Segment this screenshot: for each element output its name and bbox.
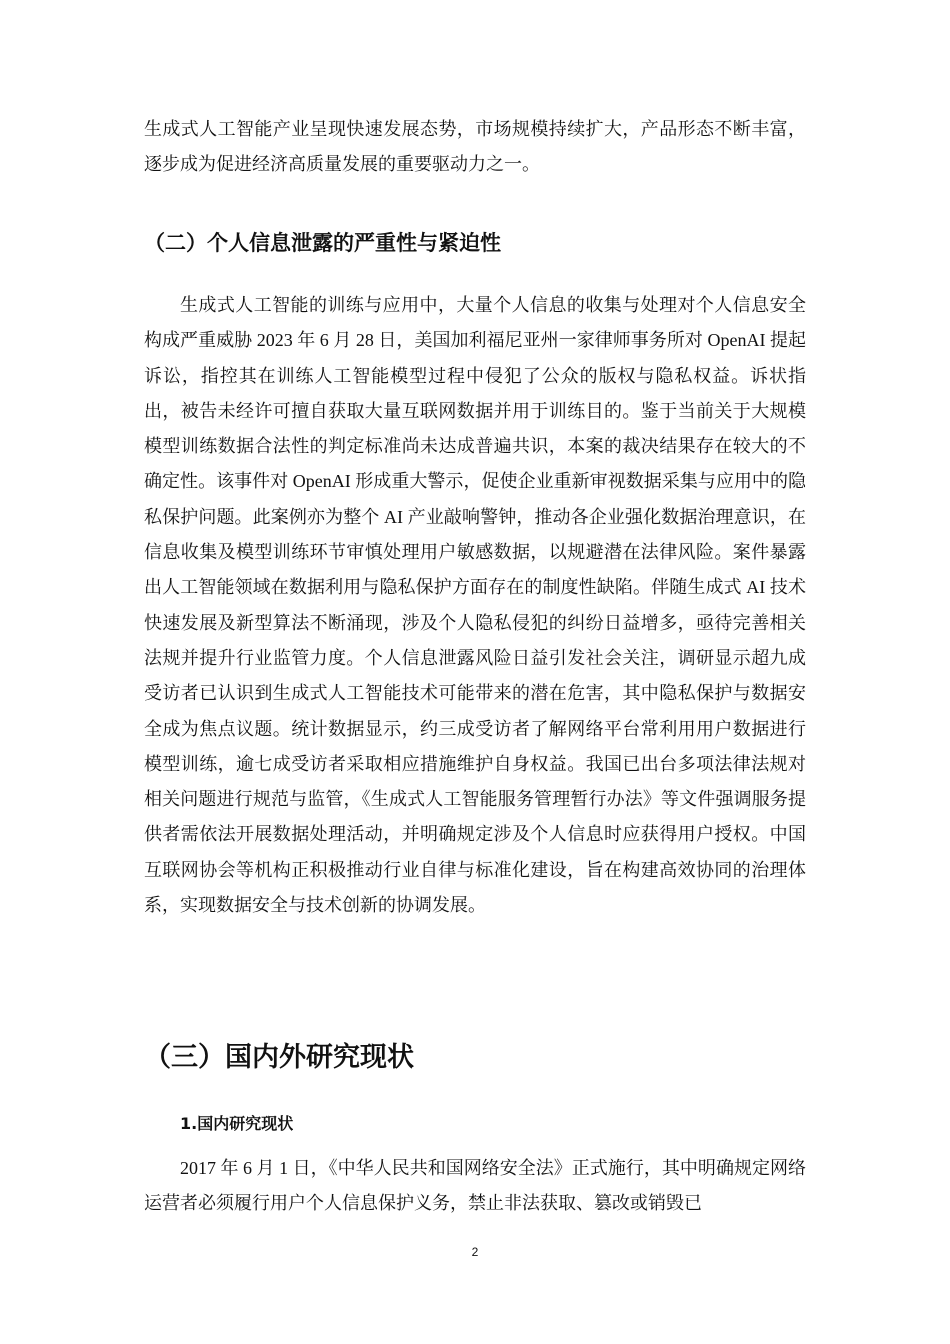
page-number: 2: [471, 1245, 479, 1259]
subsection-heading-domestic-research: 1.国内研究现状: [180, 1114, 294, 1133]
domestic-research-paragraph: 2017 年 6 月 1 日，《中华人民共和国网络安全法》正式施行，其中明确规定网络运营者必须履行用户个人信息保护义务，禁止非法获取、篡改或销毁已: [144, 1158, 806, 1214]
section-heading-personal-info-leak: （二）个人信息泄露的严重性与紧迫性: [144, 231, 501, 255]
section-heading-research-status: （三）国内外研究现状: [144, 1042, 414, 1073]
section-2-body-paragraph: 生成式人工智能的训练与应用中，大量个人信息的收集与处理对个人信息安全构成严重威胁 2023 年 6 月 28 日，美国加利福尼亚州一家律师事务所对 OpenAI 提起诉讼，指控其在训练人工智能模型过程中侵犯了公众的版权与隐私权益。诉状指出，被告未经许可擅自获取大量互联网数据并用于训练目的。鉴于当前关于大规模模型训练数据合法性的判定标准尚未达成普遍共识，本案的裁决结果存在较大的不确定性。该事件对 OpenAI 形成重大警示，促使企业重新审视数据采集与应用中的隐私保护问题。此案例亦为整个 AI 产业敲响警钟，推动各企业强化数据治理意识，在信息收集及模型训练环节审慎处理用户敏感数据，以规避潜在法律风险。案件暴露出人工智能领域在数据利用与隐私保护方面存在的制度性缺陷。伴随生成式 AI 技术快速发展及新型算法不断涌现，涉及个人隐私侵犯的纠纷日益增多，亟待完善相关法规并提升行业监管力度。个人信息泄露风险日益引发社会关注，调研显示超九成受访者已认识到生成式人工智能技术可能带来的潜在危害，其中隐私保护与数据安全成为焦点议题。统计数据显示，约三成受访者了解网络平台常利用用户数据进行模型训练，逾七成受访者采取相应措施维护自身权益。我国已出台多项法律法规对相关问题进行规范与监管，《生成式人工智能服务管理暂行办法》等文件强调服务提供者需依法开展数据处理活动，并明确规定涉及个人信息时应获得用户授权。中国互联网协会等机构正积极推动行业自律与标准化建设，旨在构建高效协同的治理体系，实现数据安全与技术创新的协调发展。: [144, 295, 806, 916]
intro-paragraph: 生成式人工智能产业呈现快速发展态势，市场规模持续扩大，产品形态不断丰富，逐步成为促进经济高质量发展的重要驱动力之一。: [144, 119, 806, 175]
